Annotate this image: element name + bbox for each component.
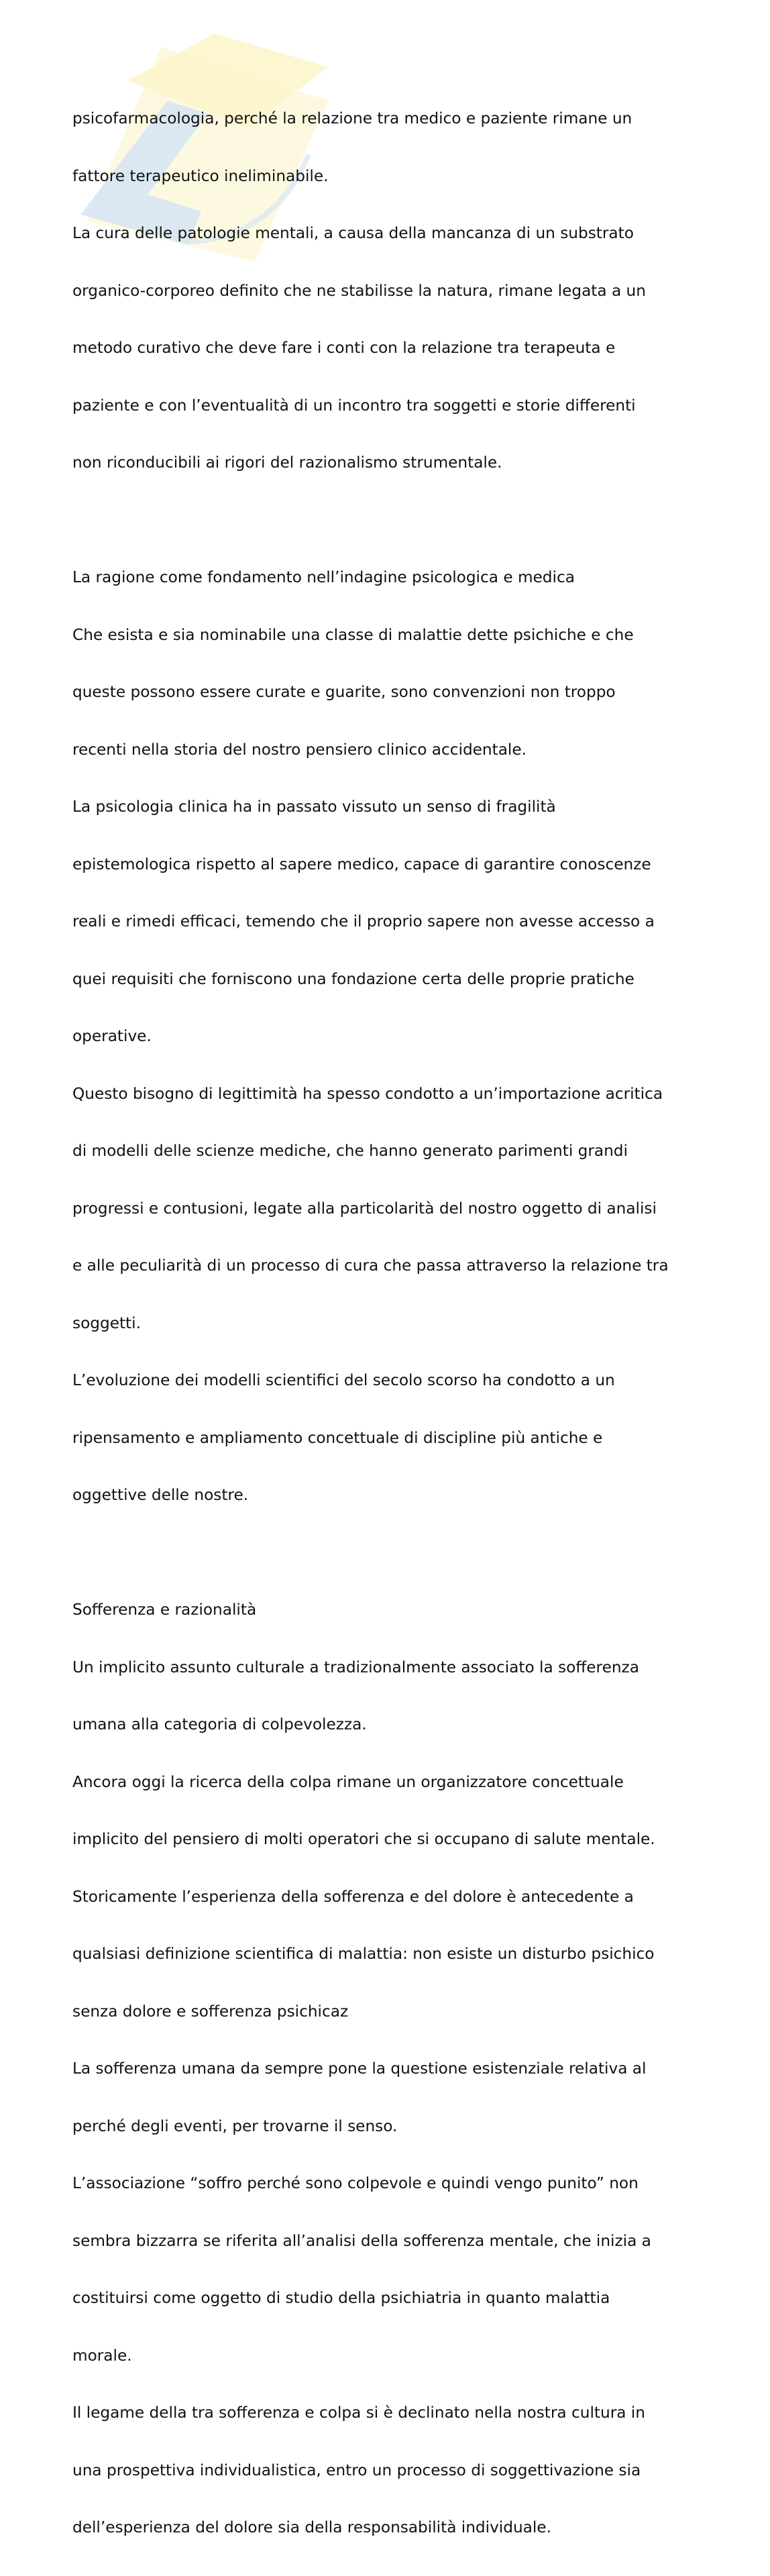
document-body xyxy=(72,71,716,2576)
text-line: recenti nella storia del nostro pensiero clinico accidentale. xyxy=(72,740,527,759)
text-line: La sofferenza umana da sempre pone la questione esistenziale relativa al xyxy=(72,2059,647,2078)
text-line: progressi e contusioni, legate alla particolarità del nostro oggetto di analisi xyxy=(72,1199,657,1218)
text-line: costituirsi come oggetto di studio della psichiatria in quanto malattia xyxy=(72,2289,610,2307)
text-line: fattore terapeutico ineliminabile. xyxy=(72,166,329,185)
text-line: implicito del pensiero di molti operatori che si occupano di salute mentale. xyxy=(72,1830,655,1848)
blank-line xyxy=(72,1544,716,1563)
text-line: ripensamento e ampliamento concettuale di discipline più antiche e xyxy=(72,1428,603,1447)
text-line: soggetti. xyxy=(72,1313,141,1332)
text-line: perché degli eventi, per trovarne il senso. xyxy=(72,2116,398,2135)
text-line: qualsiasi definizione scientifica di malattia: non esiste un disturbo psichico xyxy=(72,1945,655,1963)
text-line: reali e rimedi efficaci, temendo che il proprio sapere non avesse accesso a xyxy=(72,912,655,930)
text-line: L’associazione “soffro perché sono colpevole e quindi vengo punito” non xyxy=(72,2174,639,2192)
text-line: Un implicito assunto culturale a tradizionalmente associato la sofferenza xyxy=(72,1658,639,1676)
text-line: Storicamente l’esperienza della sofferenza e del dolore è antecedente a xyxy=(72,1887,634,1906)
blank-line xyxy=(72,511,716,531)
text-line: Ancora oggi la ricerca della colpa rimane un organizzatore concettuale xyxy=(72,1772,624,1791)
text-line: umana alla categoria di colpevolezza. xyxy=(72,1715,367,1733)
text-line: L’evoluzione dei modelli scientifici del secolo scorso ha condotto a un xyxy=(72,1371,615,1389)
text-line: Questo bisogno di legittimità ha spesso condotto a un’importazione acritica xyxy=(72,1084,663,1103)
text-line: quei requisiti che forniscono una fondazione certa delle proprie pratiche xyxy=(72,969,635,988)
text-line: sembra bizzarra se riferita all’analisi della sofferenza mentale, che inizia a xyxy=(72,2231,651,2250)
text-line: operative. xyxy=(72,1027,152,1045)
text-line: dell’esperienza del dolore sia della responsabilità individuale. xyxy=(72,2518,551,2536)
text-line: morale. xyxy=(72,2346,132,2365)
text-line: senza dolore e sofferenza psichicaz xyxy=(72,2002,349,2021)
text-line: metodo curativo che deve fare i conti con la relazione tra terapeuta e xyxy=(72,339,616,357)
text-line: Il legame della tra sofferenza e colpa si è declinato nella nostra cultura in xyxy=(72,2404,645,2422)
text-line: di modelli delle scienze mediche, che hanno generato parimenti grandi xyxy=(72,1142,628,1160)
text-line: La psicologia clinica ha in passato vissuto un senso di fragilità xyxy=(72,798,556,816)
text-line: non riconducibili ai rigori del razionalismo strumentale. xyxy=(72,453,502,472)
text-line: epistemologica rispetto al sapere medico, capace di garantire conoscenze xyxy=(72,855,651,873)
text-line: una prospettiva individualistica, entro un processo di soggettivazione sia xyxy=(72,2461,641,2479)
text-line: oggettive delle nostre. xyxy=(72,1486,249,1504)
section-heading: La ragione come fondamento nell’indagine psicologica e medica xyxy=(72,568,575,586)
text-line: queste possono essere curate e guarite, sono convenzioni non troppo xyxy=(72,683,616,701)
text-line: e alle peculiarità di un processo di cura che passa attraverso la relazione tra xyxy=(72,1256,669,1275)
text-line: La cura delle patologie mentali, a causa della mancanza di un substrato xyxy=(72,224,634,242)
text-line: psicofarmacologia, perché la relazione tra medico e paziente rimane un xyxy=(72,109,632,127)
text-line: organico-corporeo definito che ne stabilisse la natura, rimane legata a un xyxy=(72,281,646,300)
section-heading: Sofferenza e razionalità xyxy=(72,1601,257,1619)
text-line: paziente e con l’eventualità di un incontro tra soggetti e storie differenti xyxy=(72,396,636,415)
text-line: Che esista e sia nominabile una classe di malattie dette psichiche e che xyxy=(72,625,634,644)
